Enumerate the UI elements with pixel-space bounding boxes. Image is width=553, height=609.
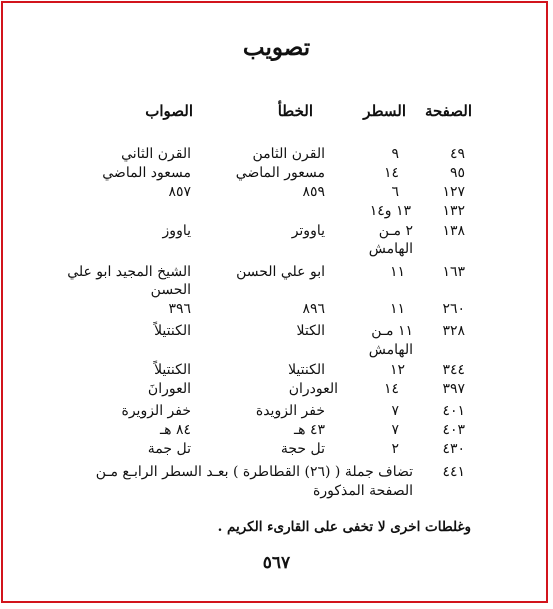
closing-note: وغلطات اخرى لا تخفى على القارىء الكريم . <box>217 519 471 535</box>
page-title: تصويب <box>242 34 311 61</box>
cell-correct: تل جمة <box>147 441 191 457</box>
cell-correct: خفر الزويرة <box>121 403 191 419</box>
cell-page: ١٦٣ <box>442 264 465 280</box>
cell-correct: ٨٤ هـ <box>160 422 191 438</box>
cell-line: ١٤ <box>383 165 399 181</box>
cell-error: القرن الثامن <box>252 146 325 162</box>
header-correct: الصواب <box>145 102 193 120</box>
cell-error: ٨٩٦ <box>302 301 325 317</box>
cell-page: ٩٥ <box>449 165 465 181</box>
cell-error: ياووتر <box>291 223 325 239</box>
cell-line: ١١ <box>389 264 405 280</box>
cell-line: ٦ <box>391 184 399 200</box>
cell-correct: ياووز <box>162 223 191 239</box>
cell-correct: العورانَ <box>147 381 191 397</box>
cell-correct: ٨٥٧ <box>168 184 191 200</box>
cell-correct: القرن الثاني <box>121 146 191 162</box>
cell-line: ١٣ و١٤ <box>369 203 411 219</box>
cell-correct: الشيخ المجيد ابو علي <box>67 264 191 280</box>
insertion-text: تضاف جملة ( (٢٦) القطاطرة ) بعـد السطر الرابـع مـن <box>95 464 413 480</box>
cell-page: ٣٤٤ <box>442 362 465 378</box>
cell-page: ٤٩ <box>449 146 465 162</box>
header-line: السطر <box>363 102 406 120</box>
cell-error: العودران <box>288 381 338 397</box>
cell-correct: الكنتيلاً <box>154 323 191 339</box>
header-error: الخطأ <box>277 102 313 120</box>
cell-line: ٧ <box>391 422 399 438</box>
cell-line: ١٤ <box>383 381 399 397</box>
cell-error: ٤٣ هـ <box>294 422 325 438</box>
cell-correct-cont: الحسن <box>150 282 191 298</box>
cell-page: ٤٣٠ <box>442 441 465 457</box>
cell-error: مسعور الماضي <box>235 165 325 181</box>
cell-page: ٤٠١ <box>442 403 465 419</box>
cell-line: ١١ مـن <box>371 323 413 339</box>
cell-line: ٢ مـن <box>378 223 413 239</box>
cell-error: خفر الزويدة <box>255 403 325 419</box>
cell-line: ٧ <box>391 403 399 419</box>
cell-page: ٤٤١ <box>442 464 465 480</box>
cell-error: ابو علي الحسن <box>236 264 325 280</box>
cell-page: ٢٦٠ <box>442 301 465 317</box>
cell-line: ١١ <box>389 301 405 317</box>
cell-correct: ٣٩٦ <box>168 301 191 317</box>
page-number: ٥٦٧ <box>262 553 291 573</box>
cell-page: ٤٠٣ <box>442 422 465 438</box>
cell-page: ١٣٨ <box>442 223 465 239</box>
cell-line: ٩ <box>391 146 399 162</box>
cell-error: ٨٥٩ <box>302 184 325 200</box>
cell-page: ١٣٢ <box>442 203 465 219</box>
cell-page: ١٢٧ <box>442 184 465 200</box>
cell-line: ١٢ <box>389 362 405 378</box>
cell-line: ٢ <box>391 441 399 457</box>
cell-page: ٣٩٧ <box>442 381 465 397</box>
header-page: الصفحة <box>424 102 472 120</box>
cell-correct: الكنتيلاً <box>154 362 191 378</box>
insertion-text-cont: الصفحة المذكورة <box>313 483 413 499</box>
cell-line-note: الهامش <box>368 342 413 358</box>
cell-line-note: الهامش <box>368 241 413 257</box>
cell-page: ٣٢٨ <box>442 323 465 339</box>
cell-correct: مسعود الماضي <box>102 165 191 181</box>
cell-error: تل حجة <box>280 441 325 457</box>
cell-error: الكتلا <box>296 323 325 339</box>
cell-error: الكنتيلا <box>288 362 325 378</box>
